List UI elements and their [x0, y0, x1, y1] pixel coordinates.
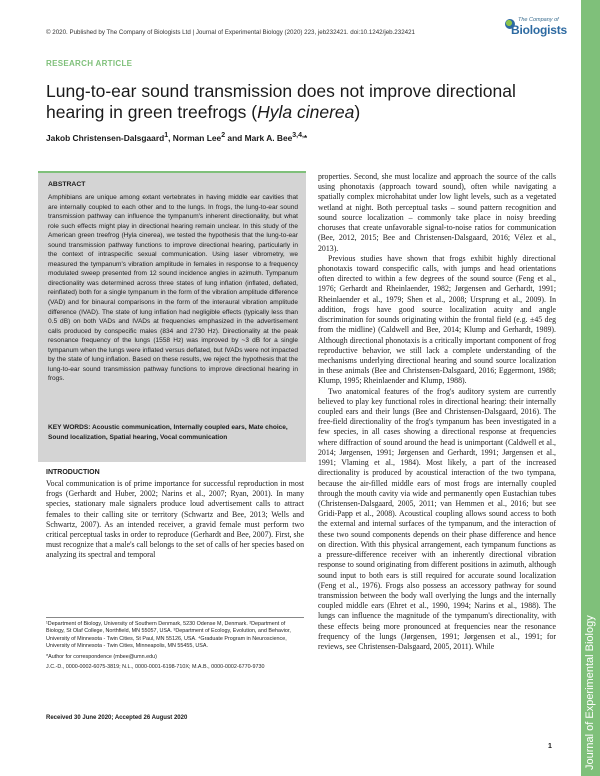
keywords-label: KEY WORDS: — [48, 424, 91, 431]
footnotes — [46, 621, 304, 674]
logo-small-text: The Company of — [518, 17, 559, 23]
journal-citation-header: © 2020. Published by The Company of Biologists Ltd | Journal of Experimental Biology (2020) 223, jeb232421. doi:10.1242/jeb.232421 — [46, 29, 415, 36]
author-3: and Mark A. Bee — [225, 132, 293, 143]
abstract-panel — [38, 171, 306, 462]
logo-name: Biologists — [511, 23, 568, 37]
title-end: ) — [354, 102, 361, 122]
keywords — [48, 423, 298, 442]
footnote-divider — [46, 617, 304, 618]
correspondence[interactable]: *Author for correspondence (mbee@umn.edu) — [46, 653, 157, 660]
author-2-affil: 2 — [221, 132, 226, 139]
author-list — [46, 132, 536, 143]
title-species: Hyla cinerea — [257, 102, 355, 122]
corresponding-star: * — [303, 132, 308, 143]
article-type-label: RESEARCH ARTICLE — [46, 59, 133, 68]
received-dates: Received 30 June 2020; Accepted 26 August 2020 — [46, 715, 188, 721]
keywords-list: Acoustic communication, Internally coupled ears, Mate choice, Sound localization, Spatial hearing, Vocal communication — [48, 424, 288, 441]
company-of-biologists-logo[interactable] — [506, 17, 566, 41]
author-1-affil: 1 — [164, 132, 169, 139]
body-paragraph: Two anatomical features of the frog's auditory system are currently believed to play key functional roles in directional hearing: their internally coupled ears and their lungs (Bee and Christensen-Dalsgaard, 2016). The free-field directionality of the frog's tympanum has been investigated in a few species, in all cases showing a directional response at frequencies where diffraction of sound around the head is unimportant (Caldwell et al., 2014; Jørgensen, 1991; Jørgensen and Gerhardt, 1991; Jørgensen et al., 1991; Vlaming et al., 1984). Most likely, a part of the increased directionality is produced by acoustical interaction of the two tympana, because the air-filled middle ears of most frogs are internally coupled through the mouth cavity via wide and permanently open Eustachian tubes (Christensen-Dalsgaard, 2005, 2011; van Hemmen et al., 2016; but see Gridi-Papp et al., 2008). Acoustical coupling allows sound access to both the external and internal surfaces of the tympanum, and the interaction of these two sound components depends on their phase difference and hence on direction. With this physical arrangement, each tympanum functions as a pressure-difference receiver with an inherently directional vibration response to sound originating from different positions in azimuth, although sound input to both ears is still required for accurate sound localization (Feng et al., 1976). Frogs also possess an accessory pathway for sound transmission between the body wall overlying the lungs and the internally coupled middle ears (Ehret et al., 1990, 1994; Narins et al., 1988). The lungs can influence the magnitude of the tympanum's directionality, with these effects being more pronounced at frequencies near the resonance frequency of the lungs (Jørgensen, 1991; Jørgensen et al., 1991; for reviews, see Christensen-Dalsgaard, 2005, 2011). While — [318, 386, 556, 652]
journal-side-title: Journal of Experimental Biology — [584, 615, 596, 770]
title-main: Lung-to-ear sound transmission does not improve directional hearing in green treefrogs ( — [46, 81, 516, 122]
article-title — [46, 81, 536, 123]
author-2: , Norman Lee — [168, 132, 222, 143]
introduction-text: Vocal communication is of prime importance for successful reproduction in most frogs (Gerhardt and Huber, 2002; Narins et al., 2007; Ryan, 2001). In many species, stationary male signalers produce loud advertisement calls to attract females to their calling site or territory (Schwartz and Bee, 2013; Wells and Schwartz, 2007). As an intended receiver, a gravid female must perform two critical perceptual tasks in order to reproduce (Gerhardt and Bee, 2007). First, she must recognize that a male's call belongs to the set of calls of her species based on analyzing its spectral and temporal — [46, 479, 304, 560]
affiliations: ¹Department of Biology, University of Southern Denmark, 5230 Odense M, Denmark. ²Department of Biology, St Olaf College, Northfield, MN 55057, USA. ³Department of Ecology, Evolution, and Behavior, University of Minnesota - Twin Cities, St Paul, MN 55126, USA. ⁴Graduate Program in Neuroscience, University of Minnesota - Twin Cities, Minneapolis, MN 55455, USA. — [46, 621, 291, 650]
author-1: Jakob Christensen-Dalsgaard — [46, 132, 165, 143]
body-paragraph: properties. Second, she must localize and approach the source of the calls using phonotaxis (approach toward sound), often while navigating a spatially complex microhabitat under low light levels, such as a vegetated wetland at night. Both perceptual tasks – sound pattern recognition and sound source localization – commonly take place in noisy breeding choruses that create unfavorable signal-to-noise ratios for communication (Bee, 2012, 2015; Bee and Christensen-Dalsgaard, 2016; Vélez et al., 2013). — [318, 172, 556, 253]
orcid-ids[interactable]: J.C.-D., 0000-0002-6075-3819; N.L., 0000-0001-6198-710X; M.A.B., 0000-0002-6770-9730 — [46, 664, 265, 671]
author-3-affil: 3,4, — [292, 132, 304, 139]
page-number: 1 — [548, 743, 552, 750]
right-column-body — [318, 172, 556, 652]
abstract-accent-rule — [38, 171, 306, 173]
introduction-heading: INTRODUCTION — [46, 469, 100, 476]
body-paragraph: Previous studies have shown that frogs exhibit highly directional phonotaxis toward conspecific calls, with jumps and head orientations often directed to within a few degrees of the sound source (Feng et al., 1976; Gerhardt and Rheinlaender, 1982; Jørgensen and Gerhardt, 1991; Rheinlaender et al., 1979; Shen et al., 2008; Ursprung et al., 2009). In addition, frogs have good source localization acuity and angle discrimination for sounds originating within the frontal field (e.g. ±45 deg from the midline) (Caldwell and Bee, 2014; Klump and Gerhardt, 1989). Although directional phonotaxis is a critically important component of frog reproductive behavior, we still lack a complete understanding of the mechanisms underlying directional hearing and sound source localization in these animals (Bee and Christensen-Dalsgaard, 2016; Eggermont, 1988; Klump, 1995; Rheinlaender and Klump, 1988). — [318, 253, 556, 386]
abstract-heading: ABSTRACT — [48, 181, 86, 188]
abstract-text: Amphibians are unique among extant vertebrates in having middle ear cavities that are internally coupled to each other and to the lungs. In frogs, the lung-to-ear sound transmission pathway can influence the tympanum's inherent directionality, but what role such effects might play in directional hearing remain unclear. In this study of the American green treefrog (Hyla cinerea), we tested the hypothesis that the lung-to-ear sound transmission pathway functions to improve directional hearing, particularly in the context of intraspecific sexual communication. Using laser vibrometry, we measured the tympanum's vibration amplitude in females in response to a frequency modulated sweep presented from 12 sound incidence angles in azimuth. Tympanum directionality was determined across three states of lung inflation (inflated, deflated, reinflated) both for a single tympanum in the form of the vibration amplitude difference (VAD) and for binaural comparisons in the form of the interaural vibration amplitude difference (IVAD). The state of lung inflation had negligible effects (typically less than 0.5 dB) on both VADs and IVADs at frequencies emphasized in the advertisement calls produced by conspecific males (834 and 2730 Hz). Directionality at the peak resonance frequency of the lungs (1558 Hz) was improved by ~3 dB for a single tympanum when the lungs were inflated versus deflated, but IVADs were not impacted by the state of lung inflation. Based on these results, we reject the hypothesis that the lung-to-ear sound transmission pathway functions to improve directional hearing in frogs. — [48, 194, 298, 383]
